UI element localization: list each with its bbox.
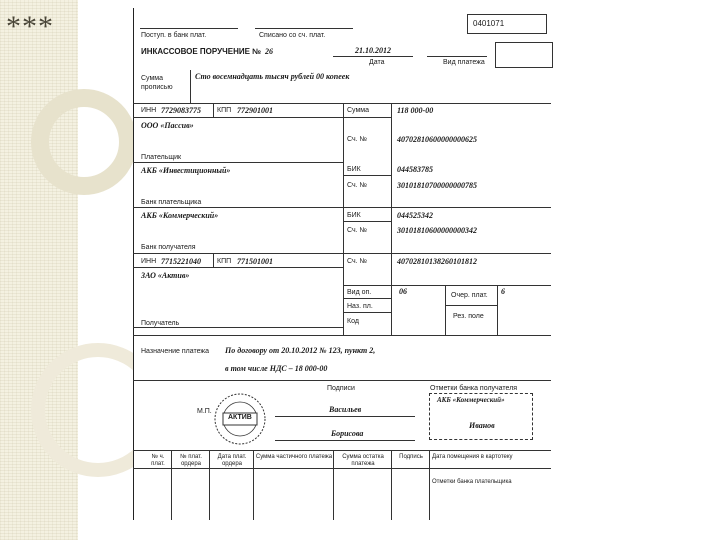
payee-label: Получатель	[141, 320, 180, 327]
signature-2: Борисова	[331, 429, 364, 438]
payer-account-label: Сч. №	[347, 136, 368, 143]
purpose-code-label: Наз. пл.	[347, 303, 373, 310]
table-header-order-no: № плат. ордера	[180, 454, 202, 467]
amount-words: Сто восемнадцать тысяч рублей 00 копеек	[195, 72, 350, 81]
payment-type-box	[495, 42, 553, 68]
payer-label: Плательщик	[141, 154, 182, 161]
table-header-signature: Подпись	[399, 454, 423, 460]
payee-bank-label: Банк получателя	[141, 244, 196, 251]
form-number: 26	[265, 47, 273, 56]
payee-corr-account: 30101810600000000342	[397, 226, 477, 235]
priority: 6	[501, 287, 505, 296]
payer-kpp-label: КПП	[217, 107, 232, 114]
payee-bik: 044525342	[397, 211, 433, 220]
payment-type-label: Вид платежа	[443, 59, 485, 66]
card-date-label: Дата помещения в картотеку	[432, 454, 513, 460]
decorative-arcs	[0, 0, 135, 540]
payer-corr-account: 30101810700000000785	[397, 181, 477, 190]
purpose-label: Назначение платежа	[141, 348, 209, 355]
payee-inn: 7715221040	[161, 257, 201, 266]
priority-label: Очер. плат.	[451, 292, 488, 299]
payer-bank-marks-label: Отметки банка плательщика	[432, 479, 512, 485]
payee-account: 40702810138260101812	[397, 257, 477, 266]
payee-kpp-label: КПП	[217, 258, 232, 265]
payer-kpp: 772901001	[237, 106, 273, 115]
table-header-remaining-sum: Сумма остатка платежа	[342, 454, 384, 467]
payee-inn-label: ИНН	[141, 258, 157, 265]
purpose-line2: в том числе НДС – 18 000-00	[225, 364, 328, 373]
collection-order-form	[133, 8, 560, 520]
form-title: ИНКАССОВОЕ ПОРУЧЕНИЕ №	[141, 47, 262, 56]
code-label: Код	[347, 318, 359, 325]
payee-name: ЗАО «Актив»	[141, 271, 190, 280]
form-left-edge	[133, 8, 134, 520]
amount-value: 118 000-00	[397, 106, 434, 115]
payee-kpp: 771501001	[237, 257, 273, 266]
signature-1: Васильев	[329, 405, 362, 414]
purpose-line1: По договору от 20.10.2012 № 123, пункт 2,	[225, 346, 376, 355]
bank-signature: Иванов	[469, 421, 495, 430]
payer-name: ООО «Пассив»	[141, 121, 194, 130]
payer-bank-label: Банк плательщика	[141, 199, 202, 206]
amount-words-label: Сумма прописью	[141, 75, 173, 91]
form-date: 21.10.2012	[355, 46, 391, 55]
amount-label: Сумма	[347, 107, 369, 114]
payer-inn: 7729083775	[161, 106, 201, 115]
payee-bank-name: АКБ «Коммерческий»	[141, 211, 219, 220]
signatures-label: Подписи	[327, 385, 355, 392]
date-label: Дата	[369, 59, 385, 66]
debited-label: Списано со сч. плат.	[259, 32, 326, 39]
slide-title-mark: ***	[6, 10, 54, 43]
payer-corr-label: Сч. №	[347, 182, 368, 189]
op-type-label: Вид оп.	[347, 289, 372, 296]
payer-inn-label: ИНН	[141, 107, 157, 114]
payee-bik-label: БИК	[347, 212, 361, 219]
payee-account-label: Сч. №	[347, 258, 368, 265]
payer-bik-label: БИК	[347, 166, 361, 173]
op-type: 06	[399, 287, 407, 296]
seal-label: М.П.	[197, 408, 212, 415]
reserve-field-label: Рез. поле	[453, 313, 484, 320]
recipient-bank-stamp-text: АКБ «Коммерческий»	[437, 396, 505, 404]
recipient-bank-marks-label: Отметки банка получателя	[430, 385, 518, 392]
payee-corr-label: Сч. №	[347, 227, 368, 234]
received-label: Поступ. в банк плат.	[141, 32, 207, 39]
form-code: 0401071	[473, 19, 505, 28]
table-header-order-date: Дата плат. ордера	[217, 454, 247, 467]
payer-account: 40702810600000000625	[397, 135, 477, 144]
stamp-text: АКТИВ	[228, 414, 252, 421]
payer-bik: 044583785	[397, 165, 433, 174]
table-header-partial-sum: Сумма частичного платежа	[255, 454, 333, 460]
table-header-part-no: № ч. плат.	[151, 454, 165, 467]
payer-bank-name: АКБ «Инвестиционный»	[141, 166, 231, 175]
